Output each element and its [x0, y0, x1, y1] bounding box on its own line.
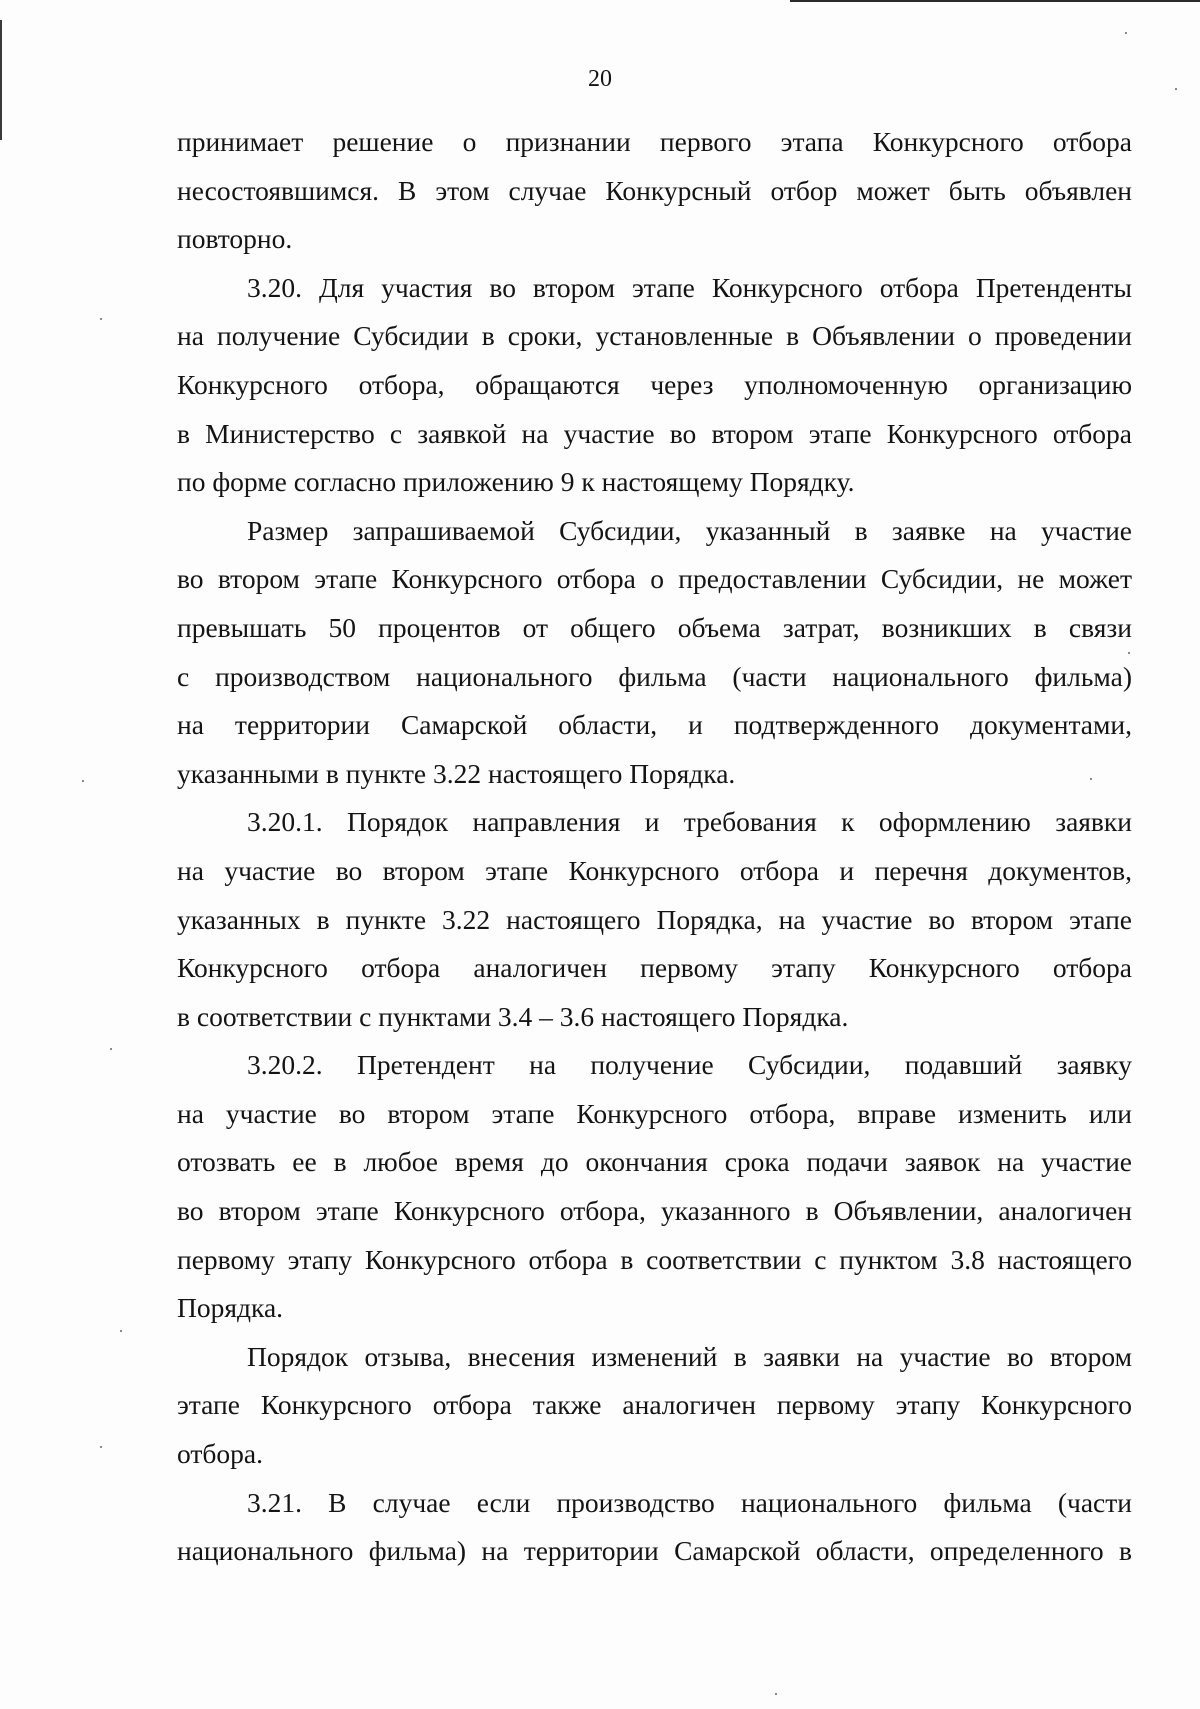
scan-speck	[120, 1330, 122, 1332]
text-line: на получение Субсидии в сроки, установленные в Объявлении о проведении	[177, 320, 1132, 352]
text-line: 3.20.2. Претендент на получение Субсидии, подавший заявку	[247, 1049, 1132, 1081]
text-line: в Министерство с заявкой на участие во втором этапе Конкурсного отбора	[177, 417, 1132, 449]
text-line: Конкурсного отбора аналогичен первому этапу Конкурсного отбора	[177, 952, 1132, 984]
text-line: на участие во втором этапе Конкурсного отбора, вправе изменить или	[177, 1097, 1132, 1129]
page-number: 20	[588, 66, 612, 92]
text-line: указанных в пункте 3.22 настоящего Порядка, на участие во втором этапе	[177, 903, 1132, 935]
text-line: Порядка.	[177, 1292, 284, 1324]
scan-edge-top	[790, 0, 1200, 2]
text-line: Порядок отзыва, внесения изменений в заявки на участие во втором	[247, 1340, 1132, 1372]
scan-speck	[1090, 778, 1092, 780]
text-line: 3.20. Для участия во втором этапе Конкурсного отбора Претенденты	[247, 271, 1132, 303]
document-body	[177, 118, 1132, 1576]
text-line: с производством национального фильма (части национального фильма)	[177, 660, 1132, 692]
scan-speck	[1128, 652, 1130, 654]
scan-speck	[1125, 32, 1127, 34]
text-line: первому этапу Конкурсного отбора в соответствии с пунктом 3.8 настоящего	[177, 1243, 1132, 1275]
scan-speck	[110, 1048, 112, 1050]
scan-speck	[775, 1693, 777, 1695]
scan-speck	[100, 1446, 102, 1448]
text-line: Размер запрашиваемой Субсидии, указанный в заявке на участие	[247, 514, 1132, 546]
text-line: в соответствии с пунктами 3.4 – 3.6 настоящего Порядка.	[177, 1000, 849, 1032]
scan-speck	[82, 780, 84, 782]
text-line: превышать 50 процентов от общего объема затрат, возникших в связи	[177, 611, 1132, 643]
text-line: несостоявшимся. В этом случае Конкурсный отбор может быть объявлен	[177, 174, 1132, 206]
text-line: 3.21. В случае если производство национального фильма (части	[247, 1486, 1132, 1518]
text-line: во втором этапе Конкурсного отбора о предоставлении Субсидии, не может	[177, 563, 1132, 595]
text-line: национального фильма) на территории Самарской области, определенного в	[177, 1535, 1132, 1567]
scan-speck	[100, 318, 102, 320]
text-line: отбора.	[177, 1438, 263, 1470]
text-line: по форме согласно приложению 9 к настоящему Порядку.	[177, 466, 855, 498]
scan-speck	[1175, 88, 1177, 90]
text-line: этапе Конкурсного отбора также аналогичен первому этапу Конкурсного	[177, 1389, 1132, 1421]
text-line: на участие во втором этапе Конкурсного отбора и перечня документов,	[177, 854, 1132, 886]
text-line: указанными в пункте 3.22 настоящего Порядка.	[177, 757, 736, 789]
text-line: отозвать ее в любое время до окончания срока подачи заявок на участие	[177, 1146, 1132, 1178]
text-line: во втором этапе Конкурсного отбора, указанного в Объявлении, аналогичен	[177, 1195, 1132, 1227]
text-line: Конкурсного отбора, обращаются через уполномоченную организацию	[177, 368, 1132, 400]
text-line: на территории Самарской области, и подтвержденного документами,	[177, 709, 1132, 741]
text-line: повторно.	[177, 223, 293, 255]
text-line: принимает решение о признании первого этапа Конкурсного отбора	[177, 126, 1132, 157]
text-line: 3.20.1. Порядок направления и требования к оформлению заявки	[247, 806, 1132, 838]
